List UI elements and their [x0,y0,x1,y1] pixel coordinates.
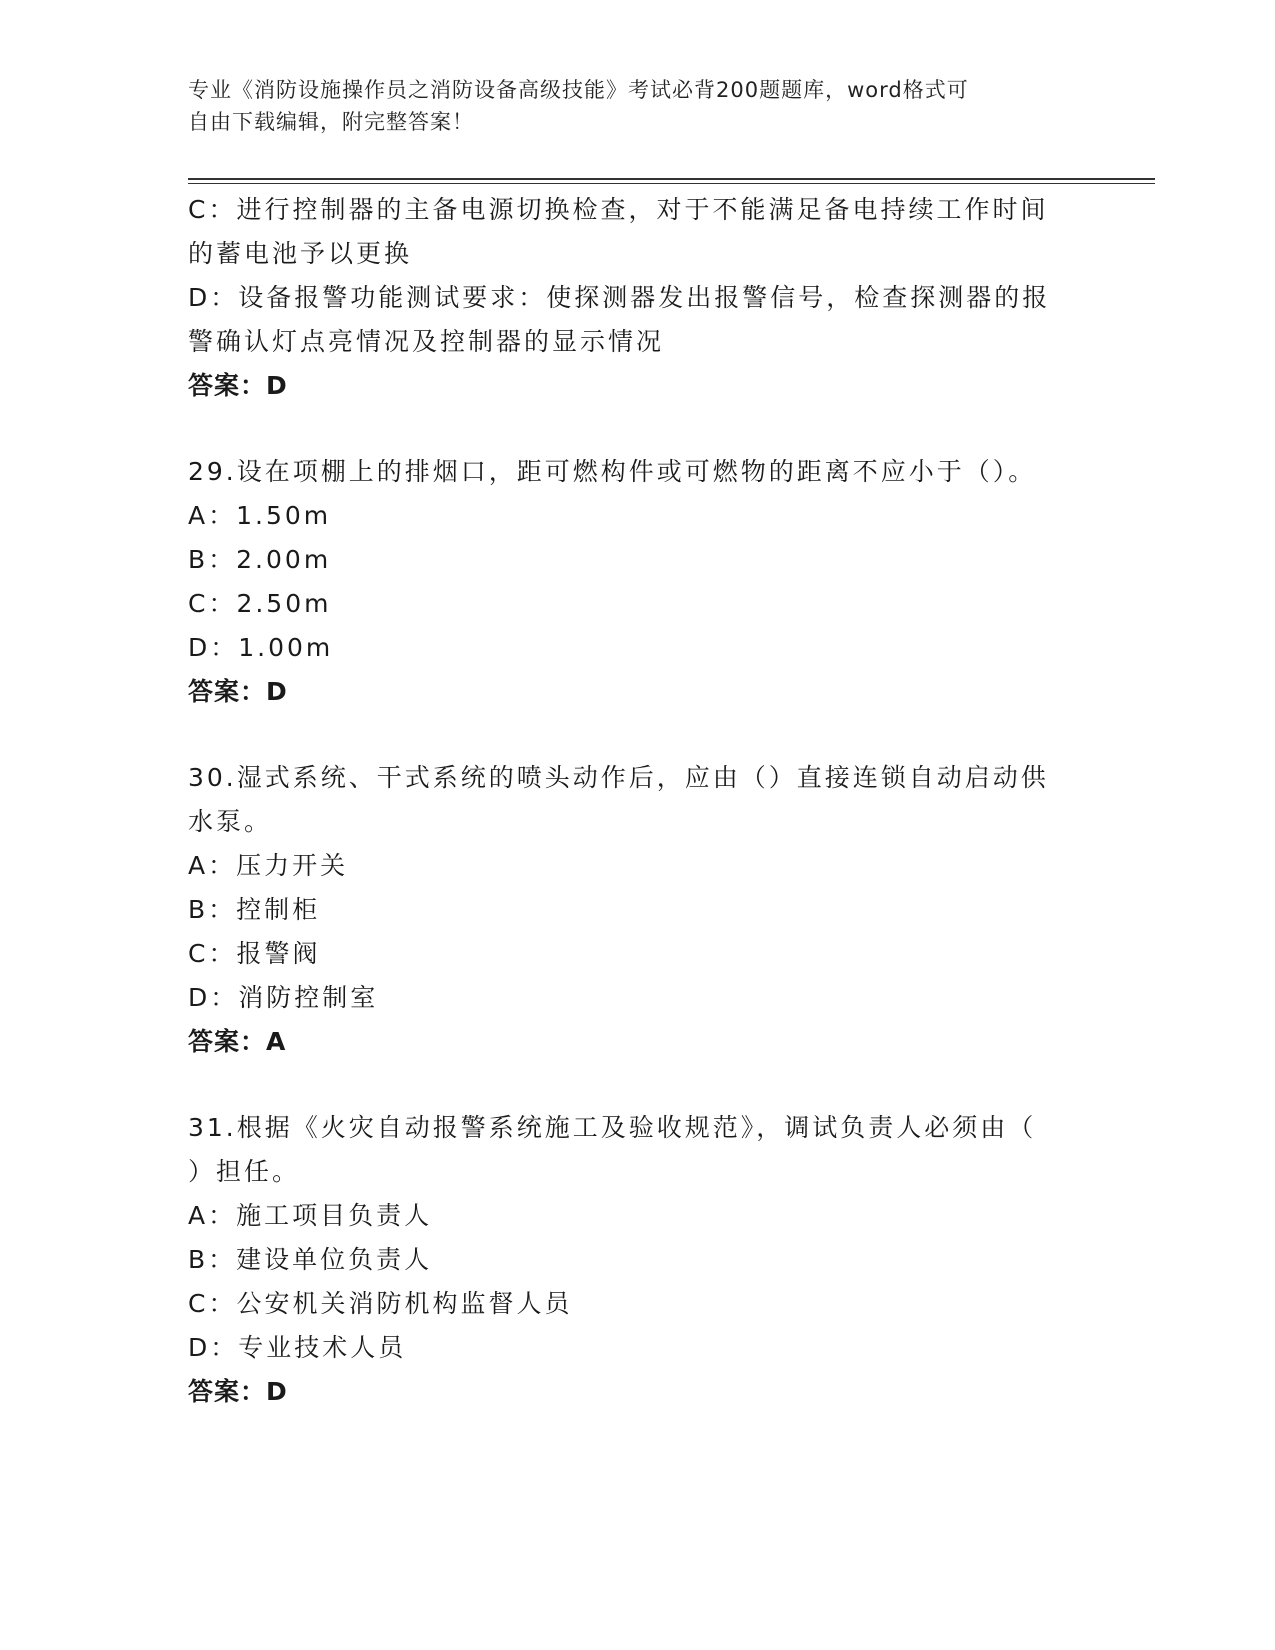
prev-question-block [188,188,1088,408]
document-header [188,74,1068,138]
option-d: D：专业技术人员 [188,1333,407,1362]
option-d-line-2: 警确认灯点亮情况及控制器的显示情况 [188,327,665,356]
option-d: D：1.00m [188,633,334,662]
header-rule-thick [188,178,1155,180]
option-d: D：消防控制室 [188,983,379,1012]
option-a: A：1.50m [188,501,332,530]
option-b: B：建设单位负责人 [188,1245,433,1274]
spacer [188,1064,1088,1106]
option-c: C：公安机关消防机构监督人员 [188,1289,573,1318]
question-29 [188,450,1088,714]
document-body [188,188,1088,1414]
header-rule-thin [188,183,1155,184]
answer-line: 答案：D [188,1377,288,1406]
question-stem-line-2: 水泵。 [188,807,273,836]
answer-line: 答案：D [188,677,288,706]
option-b: B：控制柜 [188,895,321,924]
header-line-1: 专业《消防设施操作员之消防设备高级技能》考试必背200题题库，word格式可 [188,78,969,102]
spacer [188,408,1088,450]
option-d-line-1: D：设备报警功能测试要求：使探测器发出报警信号，检查探测器的报 [188,283,1051,312]
option-a: A：压力开关 [188,851,349,880]
option-b: B：2.00m [188,545,332,574]
question-stem-line-1: 30.湿式系统、干式系统的喷头动作后，应由（）直接连锁自动启动供 [188,763,1049,792]
question-30 [188,756,1088,1064]
header-line-2: 自由下载编辑，附完整答案！ [188,110,474,134]
option-a: A：施工项目负责人 [188,1201,433,1230]
answer-line: 答案：D [188,371,288,400]
question-stem: 29.设在项棚上的排烟口，距可燃构件或可燃物的距离不应小于（）。 [188,457,1037,486]
option-c: C：报警阀 [188,939,321,968]
question-stem-line-2: ）担任。 [188,1157,301,1186]
option-c: C：2.50m [188,589,332,618]
option-c-line-2: 的蓄电池予以更换 [188,239,413,268]
question-stem-line-1: 31.根据《火灾自动报警系统施工及验收规范》，调试负责人必须由（ [188,1113,1037,1142]
spacer [188,714,1088,756]
question-31 [188,1106,1088,1414]
option-c-line-1: C：进行控制器的主备电源切换检查，对于不能满足备电持续工作时间 [188,195,1049,224]
answer-line: 答案：A [188,1027,287,1056]
